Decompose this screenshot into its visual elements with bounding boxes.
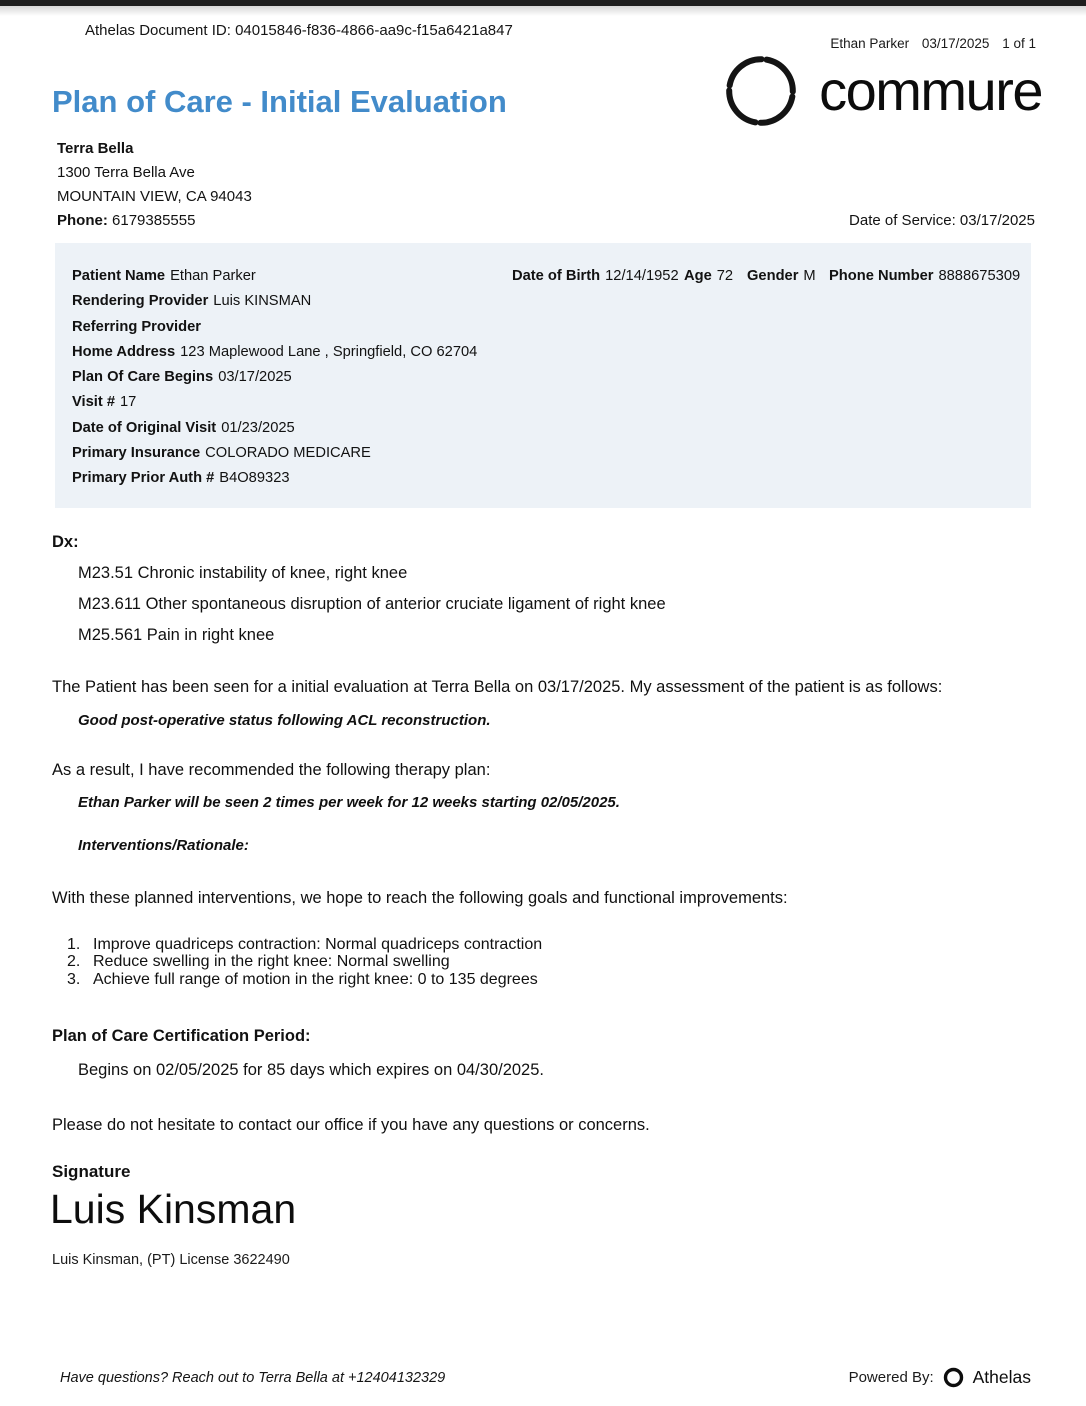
goal-text: Improve quadriceps contraction: Normal quadriceps contraction (93, 936, 543, 954)
commure-logo (718, 48, 1042, 134)
commure-swirl-icon (718, 48, 804, 134)
date-of-birth-field (512, 264, 684, 289)
field-label: Primary Insurance (72, 445, 201, 462)
date-of-service (849, 209, 1035, 233)
meta-patient-name: Ethan Parker (830, 36, 910, 51)
field-value: 72 (716, 268, 734, 284)
goal-number: 3. (67, 970, 81, 988)
field-label: Patient Name (72, 268, 166, 284)
clinic-phone-label: Phone: (57, 212, 108, 229)
field-value: Ethan Parker (170, 268, 256, 284)
signature-heading: Signature (52, 1161, 131, 1181)
athelas-ring-icon (942, 1366, 965, 1389)
dx-item: M23.51 Chronic instability of knee, right knee (78, 563, 408, 582)
goals-list (67, 936, 1086, 988)
clinic-phone-value: 6179385555 (112, 212, 196, 229)
document-id: Athelas Document ID: 04015846-f836-4866-aa9c-f15a6421a847 (85, 22, 513, 39)
meta-page-count: 1 of 1 (1002, 36, 1036, 51)
clinic-address-line2: MOUNTAIN VIEW, CA 94043 (57, 188, 252, 205)
powered-by-label: Powered By: (848, 1369, 934, 1386)
page-title: Plan of Care - Initial Evaluation (52, 84, 507, 119)
assessment-intro: The Patient has been seen for a initial evaluation at Terra Bella on 03/17/2025. My assessment of the patient is as follows: (52, 677, 943, 696)
clinic-phone-row (57, 209, 1035, 233)
goal-number: 1. (67, 936, 81, 954)
date-of-service-value: 03/17/2025 (959, 212, 1035, 229)
age-field (684, 264, 747, 289)
field-value: 8888675309 (938, 268, 1021, 284)
field-value: COLORADO MEDICARE (205, 445, 371, 462)
gender-field (747, 264, 829, 289)
clinic-name: Terra Bella (57, 140, 134, 157)
interventions-label: Interventions/Rationale: (78, 836, 249, 854)
patient-info-box (55, 243, 1031, 508)
clinic-block (57, 137, 1035, 233)
meta-date: 03/17/2025 (921, 36, 990, 51)
assessment-note: Good post-operative status following ACL reconstruction. (78, 712, 491, 730)
commure-wordmark: commure (819, 59, 1042, 122)
field-label: Phone Number (829, 268, 934, 284)
phone-number-field (829, 264, 1021, 289)
goal-text: Achieve full range of motion in the right knee: 0 to 135 degrees (93, 970, 538, 988)
referring-provider-field (72, 315, 1021, 340)
certification-heading: Plan of Care Certification Period: (52, 1027, 311, 1046)
signature-credentials: Luis Kinsman, (PT) License 3622490 (52, 1251, 290, 1268)
field-label: Rendering Provider (72, 293, 209, 310)
goal-number: 2. (67, 953, 81, 971)
field-label: Referring Provider (72, 318, 201, 335)
field-value: B4O89323 (219, 470, 290, 487)
goals-intro: With these planned interventions, we hope to reach the following goals and functional improvements: (52, 888, 788, 907)
closing-text: Please do not hesitate to contact our office if you have any questions or concerns. (52, 1116, 650, 1135)
goal-item (67, 971, 1086, 988)
goal-item (67, 953, 1086, 970)
field-label: Age (684, 268, 712, 284)
field-value: Luis KINSMAN (213, 293, 312, 310)
clinic-phone (57, 209, 195, 233)
field-value: M (803, 268, 816, 284)
field-label: Home Address (72, 343, 176, 360)
date-of-service-label: Date of Service: (849, 212, 956, 229)
goal-text: Reduce swelling in the right knee: Normal swelling (93, 953, 450, 971)
field-label: Date of Original Visit (72, 419, 217, 436)
field-label: Visit # (72, 394, 116, 411)
patient-info-row (72, 264, 1021, 289)
field-value: 03/17/2025 (218, 369, 292, 386)
dx-item: M25.561 Pain in right knee (78, 625, 275, 644)
field-label: Plan Of Care Begins (72, 369, 214, 386)
signature-name: Luis Kinsman (50, 1185, 297, 1232)
plan-intro: As a result, I have recommended the following therapy plan: (52, 761, 491, 780)
footer (60, 1366, 1031, 1389)
plan-of-care-begins-field (72, 365, 1021, 390)
plan-schedule: Ethan Parker will be seen 2 times per week for 12 weeks starting 02/05/2025. (78, 793, 620, 811)
field-value: 01/23/2025 (221, 419, 295, 436)
field-value: 12/14/1952 (605, 268, 679, 284)
rendering-provider-field (72, 289, 1021, 314)
primary-prior-auth-field (72, 466, 1021, 491)
dx-list (0, 558, 1086, 651)
home-address-field (72, 340, 1021, 365)
field-label: Gender (747, 268, 799, 284)
goal-item (67, 936, 1086, 953)
field-value: 123 Maplewood Lane , Springfield, CO 62704 (180, 343, 478, 360)
dx-heading: Dx: (52, 532, 79, 551)
field-label: Primary Prior Auth # (72, 470, 215, 487)
powered-by (849, 1366, 1031, 1389)
date-of-original-visit-field (72, 416, 1021, 441)
clinic-address-line1: 1300 Terra Bella Ave (57, 164, 195, 181)
powered-by-brand: Athelas (972, 1367, 1031, 1387)
certification-text: Begins on 02/05/2025 for 85 days which expires on 04/30/2025. (78, 1061, 544, 1080)
footer-contact-text: Have questions? Reach out to Terra Bella at +12404132329 (60, 1369, 446, 1386)
dx-item: M23.611 Other spontaneous disruption of anterior cruciate ligament of right knee (78, 594, 666, 613)
primary-insurance-field (72, 441, 1021, 466)
top-bar-shadow (0, 6, 1086, 16)
field-label: Date of Birth (512, 268, 601, 284)
field-value: 17 (120, 394, 137, 411)
visit-number-field (72, 390, 1021, 415)
patient-name-field (72, 264, 512, 289)
